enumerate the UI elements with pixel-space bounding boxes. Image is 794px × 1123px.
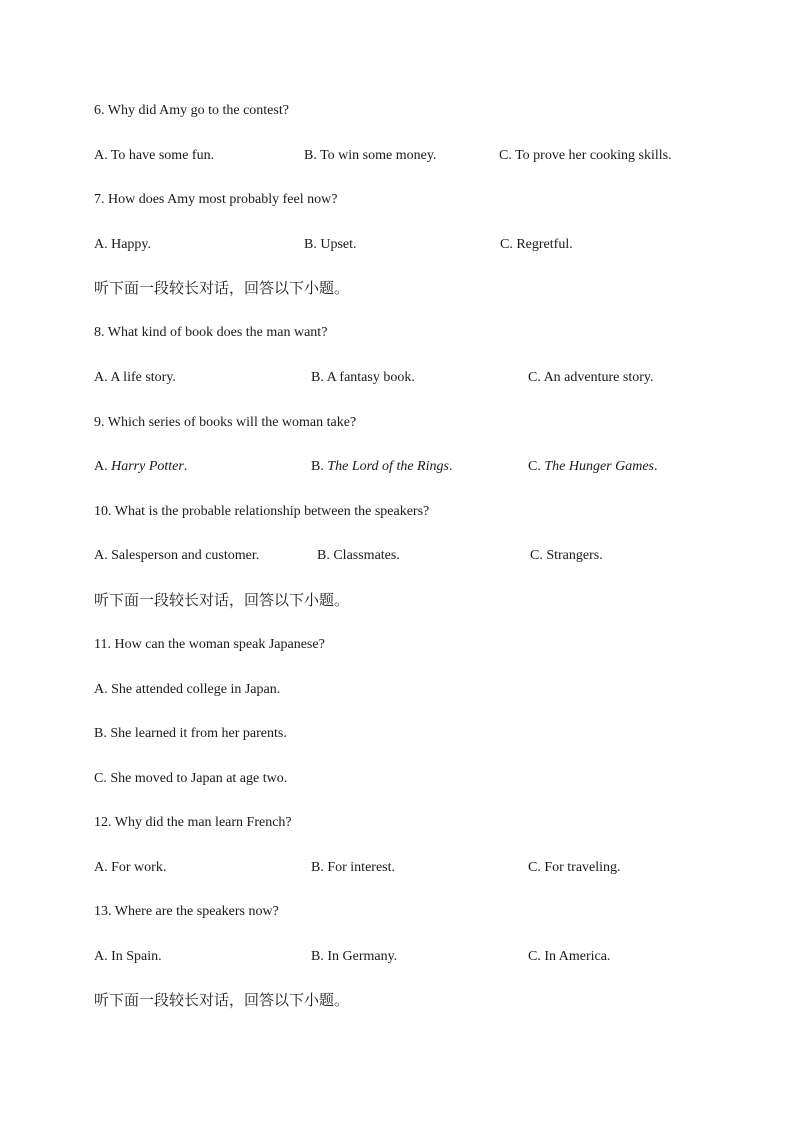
- q7-option-b: B. Upset.: [304, 237, 357, 252]
- question-7: 7. How does Amy most probably feel now?: [94, 192, 338, 207]
- q11-option-c: C. She moved to Japan at age two.: [94, 771, 288, 786]
- section-heading: 听下面一段较长对话，回答以下小题。: [94, 991, 350, 1009]
- q9-option-b: B. The Lord of the Rings.: [311, 459, 453, 474]
- question-11: 11. How can the woman speak Japanese?: [94, 637, 325, 652]
- q6-option-a: A. To have some fun.: [94, 148, 215, 163]
- q12-option-b: B. For interest.: [311, 860, 395, 875]
- q13-option-c: C. In America.: [528, 949, 611, 964]
- question-8: 8. What kind of book does the man want?: [94, 325, 328, 340]
- q10-option-a: A. Salesperson and customer.: [94, 548, 260, 563]
- q6-option-c: C. To prove her cooking skills.: [499, 148, 672, 163]
- q12-option-a: A. For work.: [94, 860, 167, 875]
- q6-option-b: B. To win some money.: [304, 148, 437, 163]
- q9-option-a-title: Harry Potter: [111, 459, 184, 474]
- q9-option-c-title: The Hunger Games: [544, 459, 654, 474]
- q9-option-c: C. The Hunger Games.: [528, 459, 658, 474]
- question-6: 6. Why did Amy go to the contest?: [94, 103, 289, 118]
- q8-option-a: A. A life story.: [94, 370, 176, 385]
- question-13: 13. Where are the speakers now?: [94, 904, 279, 919]
- q11-option-a: A. She attended college in Japan.: [94, 682, 281, 697]
- q10-option-b: B. Classmates.: [317, 548, 400, 563]
- q13-option-a: A. In Spain.: [94, 949, 162, 964]
- question-12: 12. Why did the man learn French?: [94, 815, 292, 830]
- question-9: 9. Which series of books will the woman take?: [94, 415, 357, 430]
- section-heading: 听下面一段较长对话，回答以下小题。: [94, 279, 350, 297]
- q13-option-b: B. In Germany.: [311, 949, 398, 964]
- q9-option-a: A. Harry Potter.: [94, 459, 188, 474]
- q10-option-c: C. Strangers.: [530, 548, 603, 563]
- q7-option-a: A. Happy.: [94, 237, 152, 252]
- section-heading: 听下面一段较长对话，回答以下小题。: [94, 591, 350, 609]
- q8-option-c: C. An adventure story.: [528, 370, 654, 385]
- q11-option-b: B. She learned it from her parents.: [94, 726, 287, 741]
- q12-option-c: C. For traveling.: [528, 860, 621, 875]
- q7-option-c: C. Regretful.: [500, 237, 573, 252]
- question-10: 10. What is the probable relationship between the speakers?: [94, 504, 430, 519]
- q8-option-b: B. A fantasy book.: [311, 370, 415, 385]
- q9-option-b-title: The Lord of the Rings: [327, 459, 449, 474]
